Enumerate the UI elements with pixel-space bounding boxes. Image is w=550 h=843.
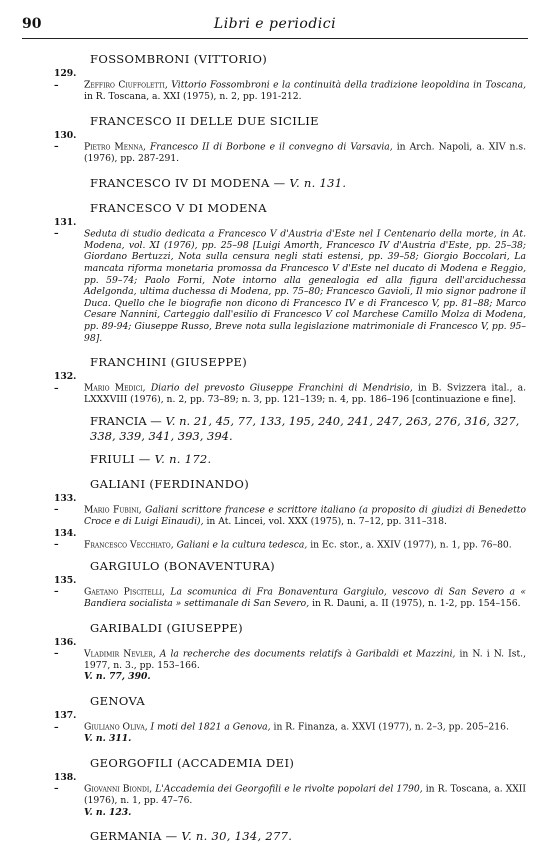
- heading-text: FRANCESCO IV DI MODENA —: [90, 175, 286, 190]
- entry-author: Gaetano Piscitelli,: [84, 586, 165, 598]
- bibliography-entry: [54, 710, 526, 733]
- entry-number: 136. –: [54, 636, 77, 660]
- bibliography-entry: [54, 68, 526, 103]
- entry-number: 133. –: [54, 492, 77, 516]
- entry-title: Diario del prevosto Giuseppe Franchini di Mendrisio,: [150, 382, 413, 394]
- section-heading: GENOVA: [90, 694, 146, 708]
- entry-source: in Arch. Napoli, a. XIV n.s. (1976), pp. 287-291.: [84, 141, 527, 164]
- entry-number: 138. –: [54, 771, 77, 795]
- entry-number: 129. –: [54, 68, 77, 91]
- entry-source: in R. Finanza, a. XXVI (1977), n. 2–3, pp. 205–216.: [273, 721, 509, 733]
- cross-reference: V. n. 21, 45, 77, 133, 195, 240, 241, 247, 263, 276, 316, 327, 338, 339, 341, 393, 394.: [90, 413, 520, 443]
- heading-text: FRANCIA —: [90, 413, 162, 428]
- section-heading: GEORGOFILI (ACCADEMIA DEI): [90, 755, 295, 770]
- cross-reference: V. n. 311.: [84, 733, 132, 745]
- bibliography-entry: [54, 528, 526, 551]
- entry-source: in R. Toscana, a. XXII (1976), n. 1, pp. 47–76.: [84, 783, 527, 806]
- section-heading: GARIBALDI (GIUSEPPE): [90, 620, 244, 635]
- section-heading: [90, 829, 526, 843]
- entry-text: Seduta di studio dedicata a Francesco V d'Austria d'Este nel I Centenario della morte, in At. Modena, vol. XI (1976), pp. 25–98 [Luigi Amorth, Francesco IV d'Austria d'Este, pp. 25–38; Giordano Bertuzzi, Nota sulla censura negli stati estensi, pp. 39–58; Giorgio Boccolari, La mancata riforma monetaria promossa da Francesco V d'Este nel ducato di Modena e Reggio, pp. 59–74; Paolo Forni, Note intorno alla genealogia ed alla figura dell'arciduchessa Adelgonda, ultima duchessa di Modena, pp. 75–80; Francesco Gavioli, Il mio signor padrone il Duca. Quello che le biografie non dicono di Francesco IV e di Francesco V, pp. 81–88; Marco Cesare Nannini, Carteggio dall'esilio di Francesco V col Marchese Camillo Molza di Modena, pp. 89-94; Giuseppe Russo, Breve nota sulla legislazione matrimoniale di Francesco V, pp. 95–98].: [84, 228, 526, 344]
- entry-source: in N. i N. Ist., 1977, n. 3., pp. 153–166.: [84, 648, 526, 671]
- entry-title: Vittorio Fossombroni e la continuità della tradizione leopoldina in Toscana,: [171, 79, 527, 91]
- cross-reference: V. n. 172.: [154, 451, 212, 466]
- page-header: [22, 14, 528, 36]
- cross-reference: V. n. 123.: [84, 806, 132, 818]
- heading-text: GERMANIA —: [90, 829, 178, 843]
- entry-title: I moti del 1821 a Genova,: [150, 721, 271, 733]
- section-heading: GARGIULO (BONAVENTURA): [90, 558, 276, 573]
- entry-author: Francesco Vecchiato,: [84, 539, 174, 551]
- entry-title: Galiani scrittore francese e scrittore italiano (a proposito di giudizi di Benedetto Croce e di Luigi Einaudi),: [84, 504, 527, 528]
- entry-source: in R. Dauni, a. II (1975), n. 1-2, pp. 154–156.: [312, 598, 521, 610]
- entry-number: 130. –: [54, 129, 77, 153]
- entry-number: 131. –: [54, 216, 77, 240]
- entry-author: Mario Fubini,: [84, 504, 142, 516]
- entry-number: 132. –: [54, 371, 77, 394]
- bibliography-entry: [54, 130, 526, 165]
- entry-author: Mario Medici,: [84, 382, 146, 394]
- bibliography-entry: [54, 772, 526, 807]
- page-number: 90: [22, 16, 42, 32]
- header-rule: [22, 38, 528, 39]
- section-heading: FRANCESCO V DI MODENA: [90, 200, 267, 215]
- entry-title: Galiani e la cultura tedesca,: [176, 539, 308, 551]
- cross-reference: V. n. 131.: [289, 175, 347, 190]
- running-title: Libri e periodici: [213, 16, 337, 32]
- heading-text: FRIULI —: [90, 451, 151, 466]
- entry-title: Francesco II di Borbone e il convegno di Varsavia,: [149, 141, 393, 153]
- entry-source: in B. Svizzera ital., a. LXXXVIII (1976), n. 2, pp. 73–89; n. 3, pp. 121–139; n. 4, pp. 186–196 [continuazione e fine].: [84, 382, 526, 406]
- section-heading: FRANCESCO II DELLE DUE SICILIE: [90, 113, 319, 128]
- bibliography-entry: [54, 575, 526, 610]
- cross-reference: V. n. 77, 390.: [84, 671, 151, 683]
- entry-number: 135. –: [54, 574, 77, 598]
- section-heading: GALIANI (FERDINANDO): [90, 476, 250, 491]
- entry-author: Pietro Menna,: [84, 141, 146, 153]
- bibliography-entry: [54, 637, 526, 672]
- section-heading: FOSSOMBRONI (VITTORIO): [90, 52, 268, 66]
- section-heading: [90, 452, 526, 466]
- entry-number: 137. –: [54, 710, 77, 733]
- entry-title: A la recherche des documents relatifs à Garibaldi et Mazzini,: [159, 648, 456, 660]
- entry-number: 134. –: [54, 527, 77, 551]
- section-heading: FRANCHINI (GIUSEPPE): [90, 355, 248, 370]
- entry-author: Zeffiro Ciuffoletti,: [84, 79, 168, 91]
- bibliography-entry: [54, 371, 526, 406]
- cross-reference: V. n. 30, 134, 277.: [181, 829, 293, 843]
- entry-title: L'Accademia dei Georgofili e le rivolte popolari del 1790,: [155, 783, 423, 795]
- entry-source: in Ec. stor., a. XXIV (1977), n. 1, pp. 76–80.: [310, 539, 512, 551]
- bibliography-entry: [54, 493, 526, 528]
- entry-title: La scomunica di Fra Bonaventura Gargiulo, vescovo di San Severo a « Bandiera socialista » settimanale di San Severo,: [84, 586, 526, 610]
- entry-author: Giuliano Oliva,: [84, 721, 148, 733]
- bibliography-list: [54, 52, 526, 843]
- section-heading: [90, 414, 526, 444]
- bibliography-entry: [54, 217, 526, 345]
- section-heading: [90, 176, 526, 190]
- entry-source: in R. Toscana, a. XXI (1975), n. 2, pp. 191-212.: [84, 91, 302, 103]
- entry-author: Vladimir Nevler,: [84, 648, 156, 660]
- entry-author: Giovanni Biondi,: [84, 783, 153, 795]
- entry-source: in At. Lincei, vol. XXX (1975), n. 7–12, pp. 311–318.: [206, 516, 447, 528]
